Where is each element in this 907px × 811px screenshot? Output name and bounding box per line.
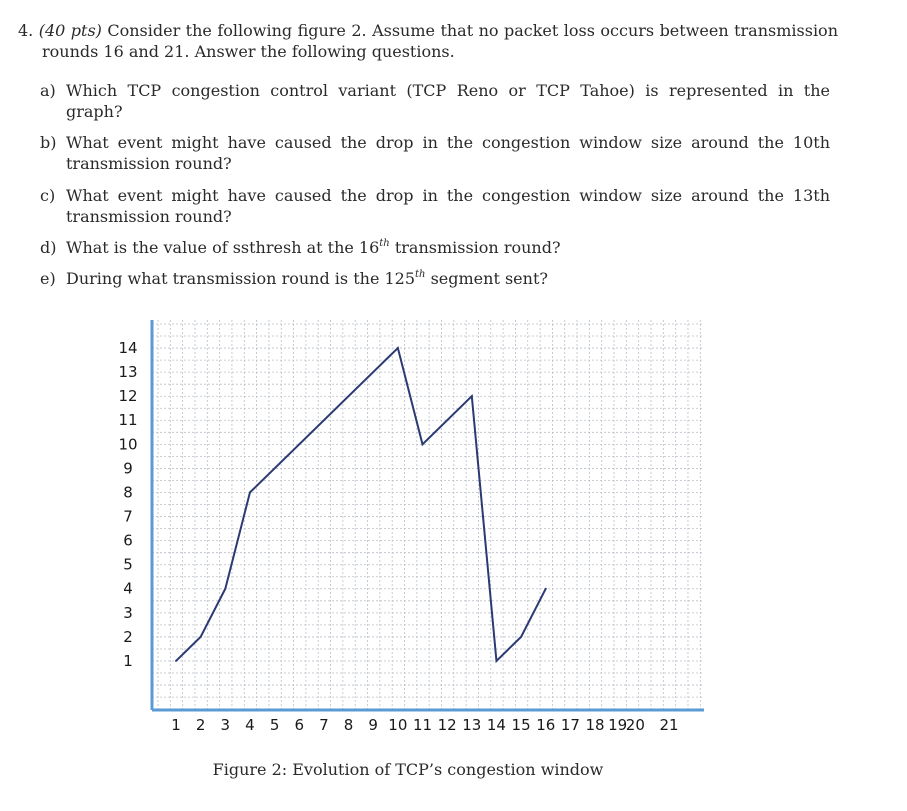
x-tick-label: 6 [294, 716, 305, 734]
x-tick-label: 10 [388, 716, 408, 734]
data-point [397, 347, 399, 349]
x-tick-label: 4 [245, 716, 255, 734]
x-tick-label: 13 [462, 716, 482, 734]
y-tick-label: 3 [123, 603, 133, 622]
y-tick-label: 1 [123, 651, 133, 670]
superscript: th [415, 269, 426, 280]
subquestion-text: What is the value of ssthresh at the 16 [66, 238, 380, 257]
y-tick-label: 5 [123, 555, 133, 574]
subquestion-text-cont: transmission round? [66, 154, 232, 173]
subquestion-label: d) [40, 238, 57, 257]
x-tick-label: 2 [195, 716, 206, 734]
subquestion-label: b) [40, 133, 57, 152]
y-tick-label: 14 [118, 339, 138, 357]
question-header [18, 20, 838, 62]
subquestion-a [40, 80, 830, 122]
y-tick-label: 2 [123, 627, 133, 646]
y-tick-label: 4 [123, 579, 133, 598]
data-point [175, 660, 177, 662]
subquestion-label: a) [40, 81, 56, 100]
data-point [422, 443, 424, 445]
subquestion-label: e) [40, 269, 56, 288]
y-tick-label: 10 [118, 435, 138, 454]
data-point [520, 636, 522, 638]
x-tick-label: 21 [659, 716, 679, 734]
x-tick-labels [171, 716, 678, 734]
subquestion-text-end: transmission round? [389, 238, 561, 257]
x-tick-label: 16 [536, 716, 556, 734]
data-point [545, 588, 547, 590]
subquestion-b [40, 132, 830, 174]
x-tick-label: 1 [171, 716, 181, 734]
x-tick-label: 14 [486, 716, 506, 734]
x-tick-label: 18 [585, 716, 605, 734]
x-tick-label: 19 [608, 716, 628, 734]
subquestion-text-end: segment sent? [425, 269, 548, 288]
question-number: 4. [18, 21, 34, 40]
subquestion-text-cont: transmission round? [66, 207, 232, 226]
data-point [200, 636, 202, 638]
x-tick-label: 9 [368, 716, 378, 734]
subquestion-text: During what transmission round is the 125 [66, 269, 416, 288]
subquestion-text: What event might have caused the drop in the congestion window size around the 10th [66, 133, 830, 152]
question-points: (40 pts) [38, 21, 102, 40]
x-tick-label: 11 [412, 716, 433, 734]
question-text-line1: Consider the following figure 2. Assume that no packet loss occurs between transmission [107, 21, 838, 40]
subquestion-text: Which TCP congestion control variant (TCP Reno or TCP Tahoe) is represented in the [66, 81, 830, 100]
subquestion-e [40, 268, 830, 289]
figure-caption: Figure 2: Evolution of TCP’s congestion window [212, 760, 604, 779]
y-tick-label: 7 [123, 507, 133, 526]
data-point [224, 588, 226, 590]
y-tick-label: 6 [123, 531, 133, 550]
y-tick-labels [118, 339, 137, 670]
x-tick-label: 7 [319, 716, 329, 734]
subquestion-label: c) [40, 186, 56, 205]
data-point [495, 660, 497, 662]
x-tick-label: 20 [625, 716, 645, 734]
x-tick-label: 17 [560, 716, 580, 734]
y-tick-label: 13 [118, 363, 138, 382]
x-tick-label: 5 [269, 716, 280, 734]
data-point [471, 395, 473, 397]
subquestion-text-cont: graph? [66, 102, 123, 121]
subquestion-d [40, 237, 830, 258]
y-tick-label: 12 [118, 387, 138, 406]
y-tick-label: 9 [123, 459, 133, 478]
x-tick-label: 3 [220, 716, 231, 734]
x-tick-label: 15 [511, 716, 531, 734]
x-tick-label: 8 [343, 716, 354, 734]
chart-axes [152, 320, 704, 710]
x-tick-label: 12 [437, 716, 457, 734]
superscript: th [379, 238, 390, 249]
y-tick-label: 8 [123, 483, 133, 502]
data-point [249, 491, 251, 493]
chart-grid [152, 320, 702, 710]
y-tick-label: 11 [118, 411, 138, 430]
question-text-line2: rounds 16 and 21. Answer the following questions. [42, 42, 455, 61]
congestion-window-chart [100, 312, 720, 742]
subquestion-text: What event might have caused the drop in the congestion window size around the 13th [66, 186, 830, 205]
question-first-line [18, 20, 838, 41]
subquestion-c [40, 185, 830, 227]
